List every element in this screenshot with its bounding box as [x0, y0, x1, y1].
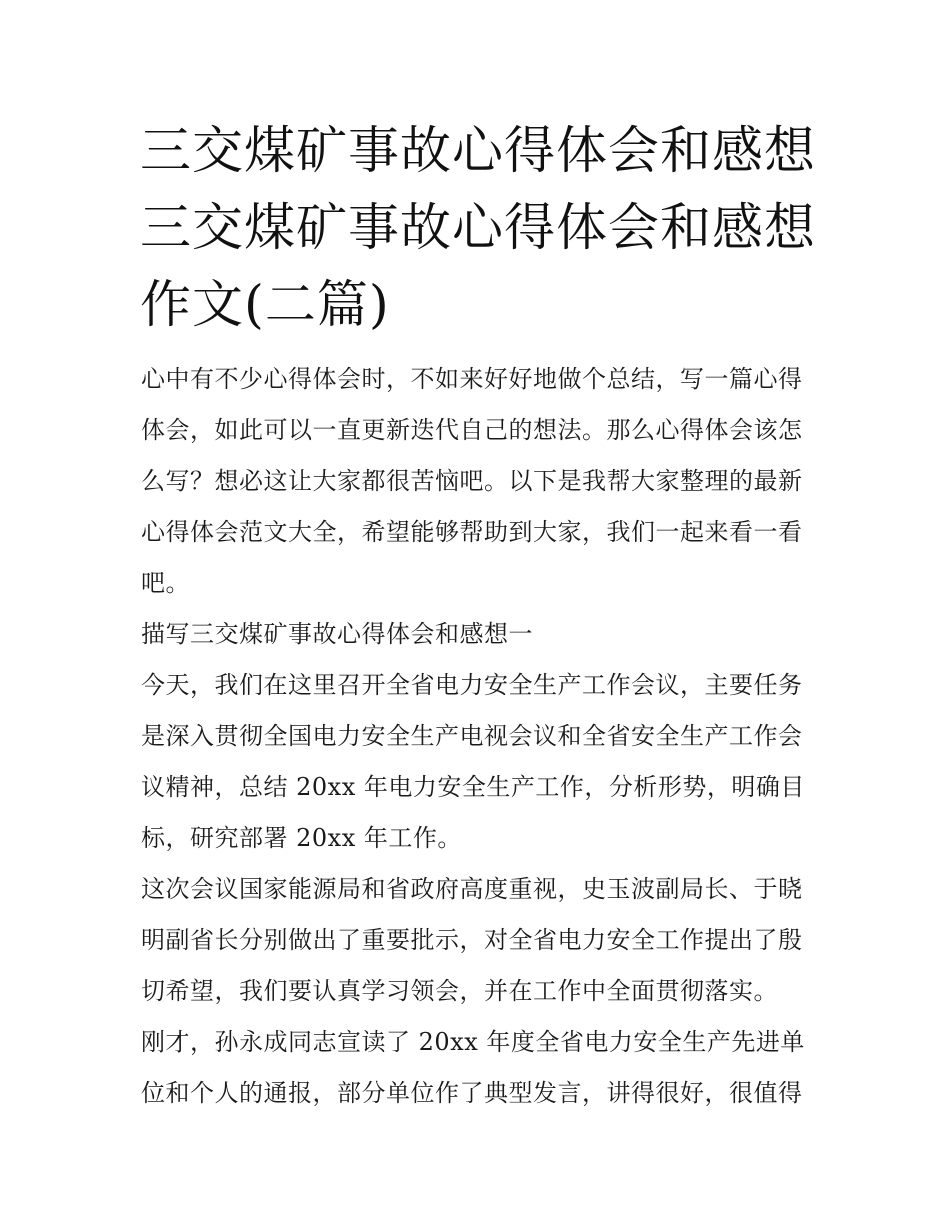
- body-line: 么写？想必这让大家都很苦恼吧。以下是我帮大家整理的最新: [141, 467, 803, 495]
- body-line: 吧。: [141, 569, 190, 597]
- body-line: 体会，如此可以一直更新迭代自己的想法。那么心得体会该怎: [141, 416, 803, 444]
- title-line-2: 三交煤矿事故心得体会和感想: [140, 199, 817, 258]
- body-line: 标，研究部署 20xx 年工作。: [141, 824, 462, 852]
- body-line: 这次会议国家能源局和省政府高度重视，史玉波副局长、于晓: [141, 875, 803, 903]
- body-line: 今天，我们在这里召开全省电力安全生产工作会议，主要任务: [141, 671, 803, 699]
- document-body: [141, 354, 821, 1119]
- body-line: 是深入贯彻全国电力安全生产电视会议和全省安全生产工作会: [141, 722, 803, 750]
- title-line-3: 作文(二篇): [140, 276, 390, 335]
- section-heading: 描写三交煤矿事故心得体会和感想一: [141, 620, 533, 648]
- body-line: 位和个人的通报，部分单位作了典型发言，讲得很好，很值得: [141, 1079, 803, 1107]
- document-title: [140, 113, 820, 344]
- body-line: 心得体会范文大全，希望能够帮助到大家，我们一起来看一看: [141, 518, 803, 546]
- body-line: 心中有不少心得体会时，不如来好好地做个总结，写一篇心得: [141, 365, 803, 393]
- title-line-1: 三交煤矿事故心得体会和感想: [140, 122, 817, 181]
- body-line: 议精神，总结 20xx 年电力安全生产工作，分析形势，明确目: [141, 773, 805, 801]
- body-line: 切希望，我们要认真学习领会，并在工作中全面贯彻落实。: [141, 977, 778, 1005]
- body-line: 刚才，孙永成同志宣读了 20xx 年度全省电力安全生产先进单: [141, 1028, 805, 1056]
- body-line: 明副省长分别做出了重要批示，对全省电力安全工作提出了殷: [141, 926, 803, 954]
